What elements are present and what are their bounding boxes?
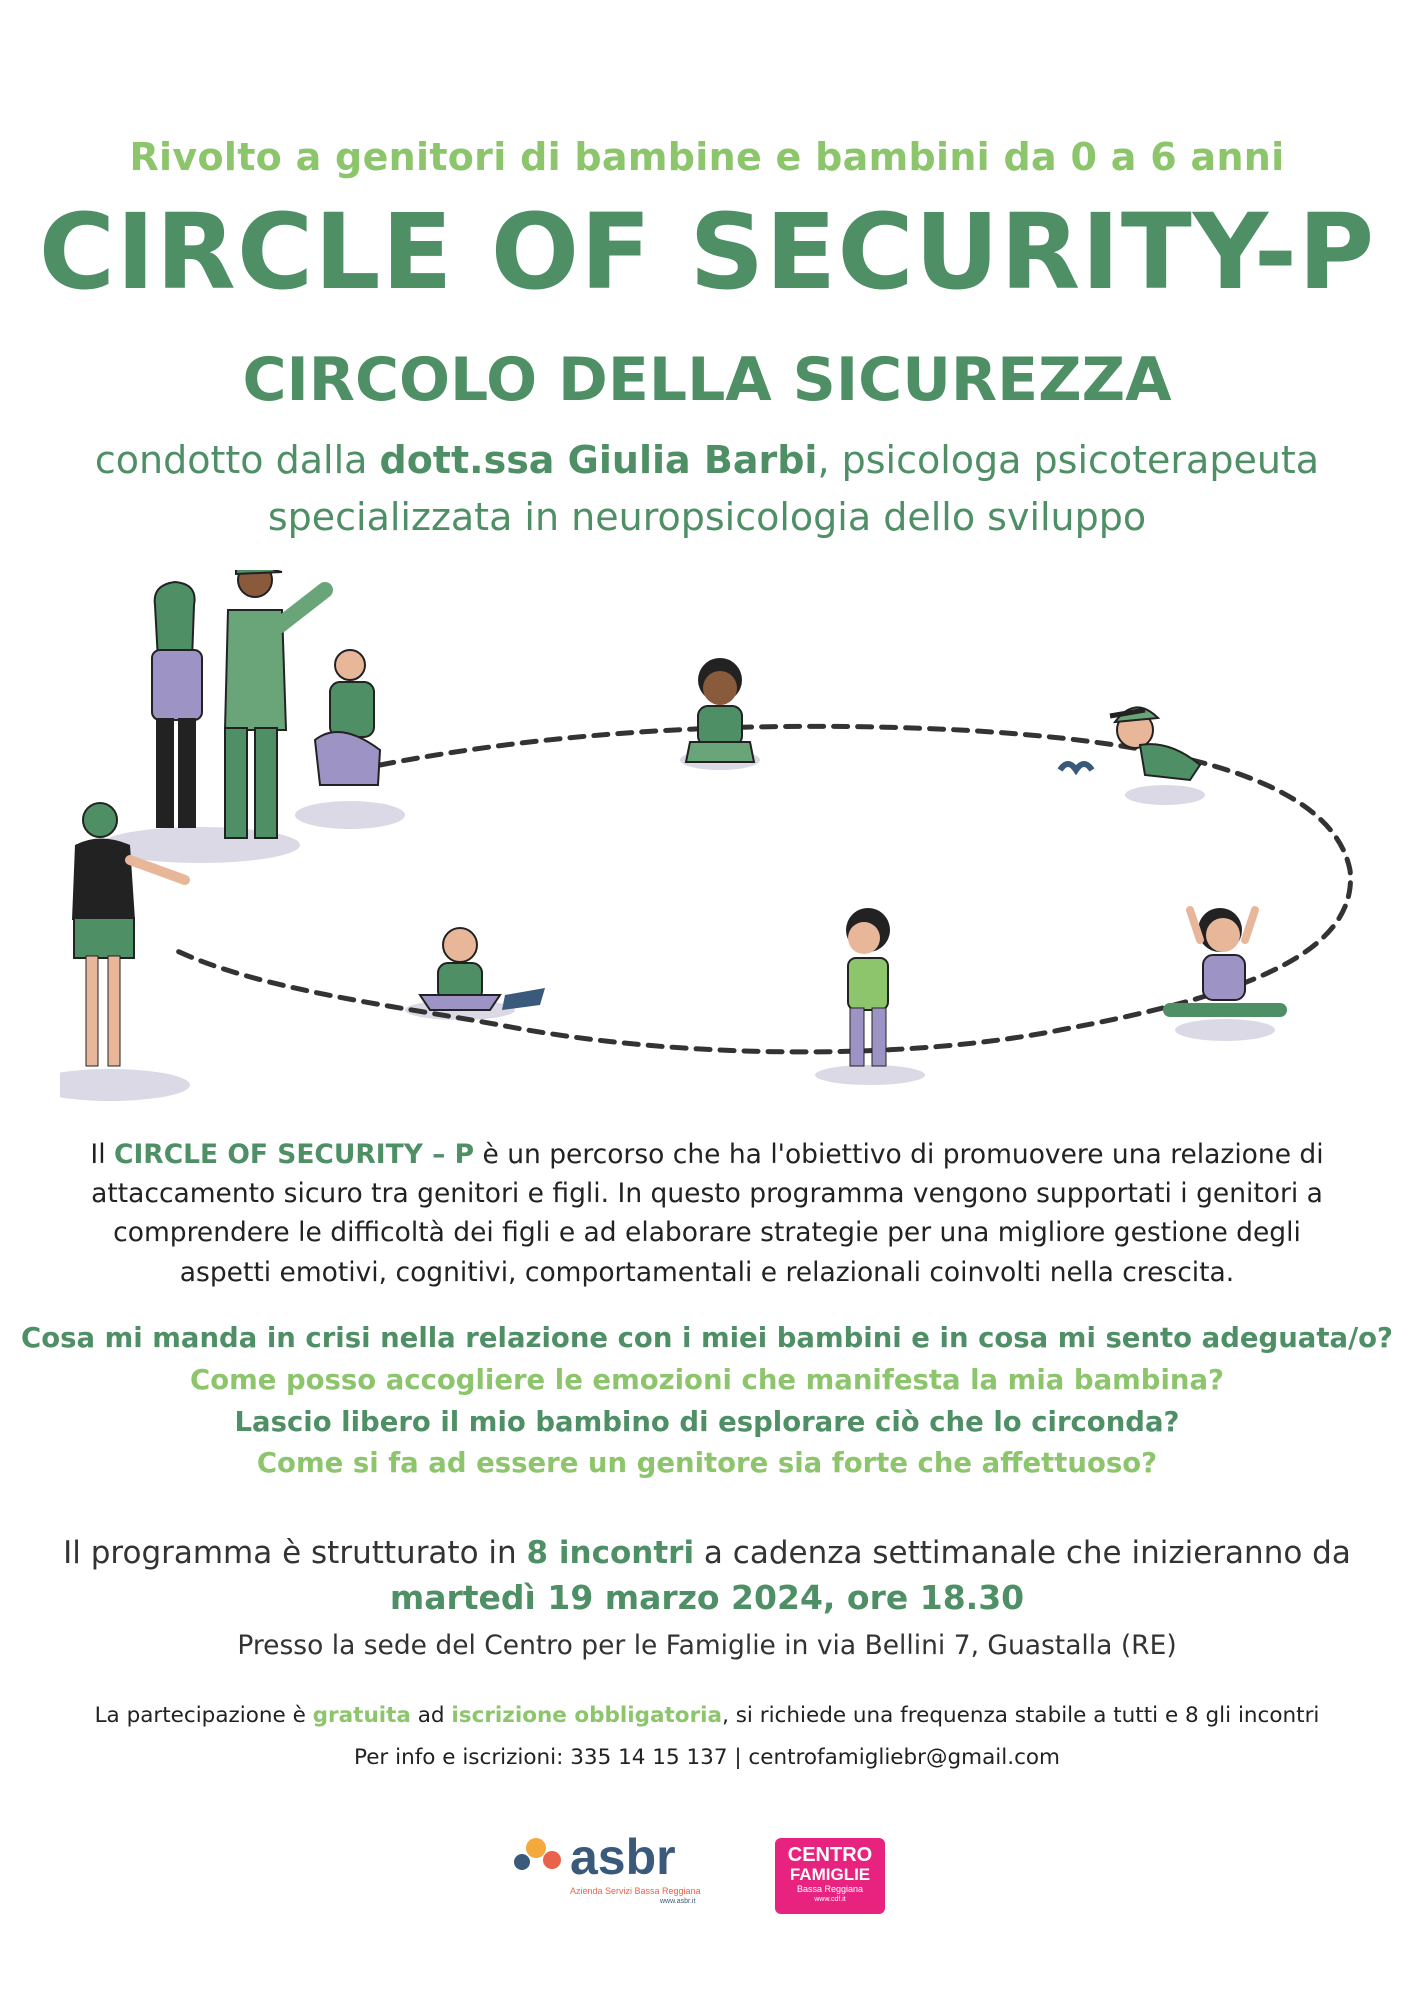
participation-text-1: La partecipazione è xyxy=(94,1703,313,1728)
conductor-block xyxy=(0,432,1414,546)
standing-child-figure xyxy=(846,908,890,1066)
asbr-logo-name: asbr xyxy=(570,1829,676,1885)
page-title: CIRCLE OF SECURITY-P xyxy=(38,191,1376,313)
description-text: è un percorso che ha l'obiettivo di promuovere una relazione di attaccamento sicuro tra genitori e figli. In questo programma vengono supportati i genitori a comprendere le difficoltà dei figli e ad elaborare strategie per una migliore gestione degli aspetti emotivi, cognitivi, comportamentali e relazionali coinvolti nella crescita. xyxy=(91,1139,1324,1288)
asbr-logo xyxy=(510,1830,710,1910)
participation-text-3: , si richiede una frequenza stabile a tutti e 8 gli incontri xyxy=(722,1703,1320,1728)
conductor-prefix: condotto dalla xyxy=(94,438,380,482)
crawling-baby-figure xyxy=(1060,707,1200,780)
questions-list xyxy=(0,1318,1414,1485)
cf-logo-url: www.cdf.it xyxy=(814,1896,846,1903)
question-item: Come posso accogliere le emozioni che manifesta la mia bambina? xyxy=(190,1363,1224,1396)
excited-child-figure xyxy=(1170,908,1280,1010)
parents-group xyxy=(152,570,380,838)
program-schedule xyxy=(0,1530,1414,1577)
question-item: Come si fa ad essere un genitore sia forte che affettuoso? xyxy=(256,1447,1158,1480)
conductor-name: dott.ssa Giulia Barbi xyxy=(379,438,818,482)
asbr-logo-subtitle: Azienda Servizi Bassa Reggiana xyxy=(570,1886,701,1896)
circle-illustration xyxy=(60,570,1380,1110)
venue-address: Presso la sede del Centro per le Famiglie in via Bellini 7, Guastalla (RE) xyxy=(237,1630,1177,1661)
program-description xyxy=(90,1135,1324,1292)
program-prefix: Il programma è strutturato in xyxy=(63,1535,527,1571)
reading-child-figure xyxy=(420,928,545,1010)
cf-logo-line-3: Bassa Reggiana xyxy=(796,1884,864,1894)
participation-note xyxy=(0,1703,1414,1728)
conductor-suffix: , psicologa psicoterapeuta xyxy=(817,438,1320,482)
participation-required: iscrizione obbligatoria xyxy=(451,1703,723,1728)
page-subtitle: CIRCOLO DELLA SICUREZZA xyxy=(242,345,1172,415)
participation-free: gratuita xyxy=(312,1703,411,1728)
participation-text-2: ad xyxy=(410,1703,452,1728)
program-count: 8 incontri xyxy=(526,1535,695,1571)
crying-child-figure xyxy=(686,658,754,762)
asbr-logo-url: www.asbr.it xyxy=(660,1898,696,1905)
centro-famiglie-logo xyxy=(775,1838,885,1914)
description-intro: Il xyxy=(90,1139,114,1170)
cf-logo-line-2: FAMIGLIE xyxy=(789,1865,871,1884)
description-highlight: CIRCLE OF SECURITY – P xyxy=(114,1139,475,1170)
start-date: martedì 19 marzo 2024, ore 18.30 xyxy=(389,1578,1025,1617)
cf-logo-line-1: CENTRO xyxy=(787,1844,873,1866)
target-audience: Rivolto a genitori di bambine e bambini da 0 a 6 anni xyxy=(129,135,1285,179)
question-item: Cosa mi manda in crisi nella relazione con i miei bambini e in cosa mi sento adeguata/o? xyxy=(21,1322,1393,1354)
question-item: Lascio libero il mio bambino di esplorare ciò che lo circonda? xyxy=(234,1405,1180,1438)
conductor-line-1 xyxy=(0,432,1414,489)
program-suffix: a cadenza settimanale che inizieranno da xyxy=(694,1535,1351,1571)
contact-info: Per info e iscrizioni: 335 14 15 137 | centrofamigliebr@gmail.com xyxy=(354,1745,1060,1770)
conductor-line-2: specializzata in neuropsicologia dello sviluppo xyxy=(267,495,1147,539)
